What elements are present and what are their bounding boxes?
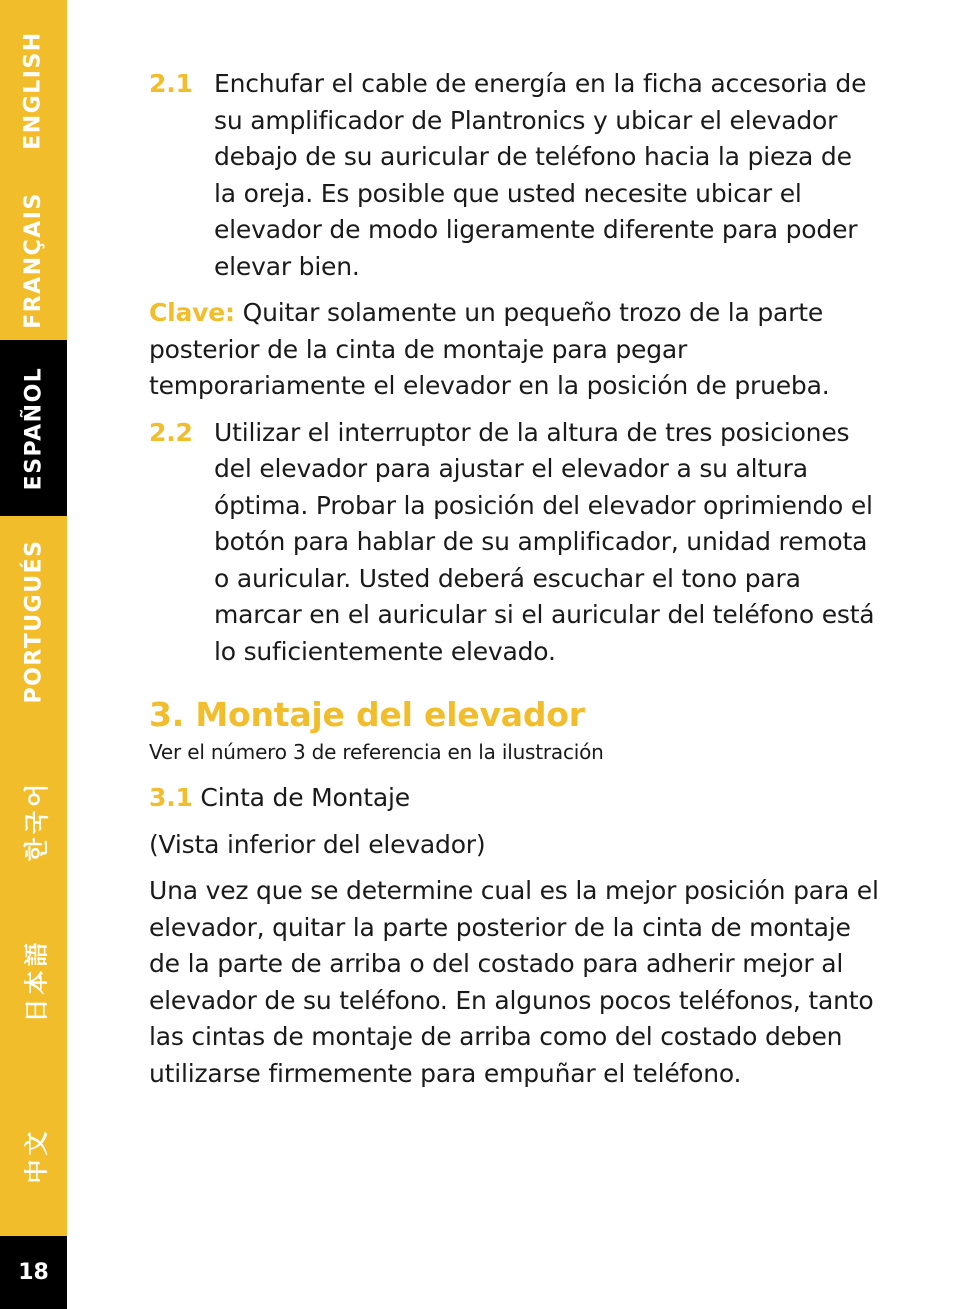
tip-paragraph: [149, 295, 881, 405]
step-2-1: [149, 66, 881, 285]
step-3-1-number: 3.1: [149, 783, 193, 812]
section-3-title: 3. Montaje del elevador: [149, 695, 585, 734]
tip-label: Clave:: [149, 298, 235, 327]
page-number: 18: [0, 1236, 67, 1309]
tab-japanese-label: 日本語: [22, 938, 50, 1022]
tab-espanol[interactable]: [0, 340, 67, 516]
language-sidebar: [0, 0, 67, 1309]
tab-korean[interactable]: [0, 760, 67, 880]
step-2-1-text: Enchufar el cable de energía en la ficha accesoria de su amplificador de Plantronics y ubicar el elevador debajo de su auricular de teléfono hacia la pieza de la oreja. Es posible que usted necesite ubicar el elevador de modo ligeramente diferente para poder elevar bien.: [214, 69, 867, 281]
step-2-2-number: 2.2: [149, 417, 193, 447]
tab-francais[interactable]: [0, 180, 67, 340]
page-content: [149, 66, 881, 1102]
tab-chinese[interactable]: [0, 1100, 67, 1210]
tab-portugues-label: PORTUGUÉS: [21, 539, 47, 703]
step-2-2-text: Utilizar el interruptor de la altura de tres posiciones del elevador para ajustar el elevador a su altura óptima. Probar la posición del elevador oprimiendo el botón para hablar de su amplificador, unidad remota o auricular. Usted deberá escuchar el tono para marcar en el auricular si el auricular del teléfono está lo suficientemente elevado.: [214, 417, 875, 666]
step-2-2: [149, 415, 881, 671]
tab-espanol-label: ESPAÑOL: [21, 366, 47, 490]
tab-chinese-label: 中文: [22, 1127, 50, 1183]
note-paragraph: (Vista inferior del elevador): [149, 829, 486, 859]
tab-english-label: ENGLISH: [21, 30, 46, 150]
tip-text: Quitar solamente un pequeño trozo de la parte posterior de la cinta de montaje para pegar temporariamente el elevador en la posición de prueba.: [149, 298, 830, 400]
step-2-1-number: 2.1: [149, 69, 193, 98]
tab-english[interactable]: [0, 0, 67, 180]
step-3-1-text: Cinta de Montaje: [192, 783, 410, 812]
section-3-subtitle: Ver el número 3 de referencia en la ilustración: [149, 740, 604, 764]
tab-japanese[interactable]: [0, 920, 67, 1040]
body-paragraph: Una vez que se determine cual es la mejor posición para el elevador, quitar la parte posterior de la cinta de montaje de la parte de arriba o del costado para adherir mejor al elevador de su teléfono. En algunos pocos teléfonos, tanto las cintas de montaje de arriba como del costado deben utilizarse firmemente para empuñar el teléfono.: [149, 876, 879, 1088]
tab-francais-label: FRANÇAIS: [21, 191, 47, 329]
step-3-1: [149, 780, 881, 817]
tab-portugues[interactable]: [0, 516, 67, 726]
tab-korean-label: 한국어: [22, 779, 50, 861]
